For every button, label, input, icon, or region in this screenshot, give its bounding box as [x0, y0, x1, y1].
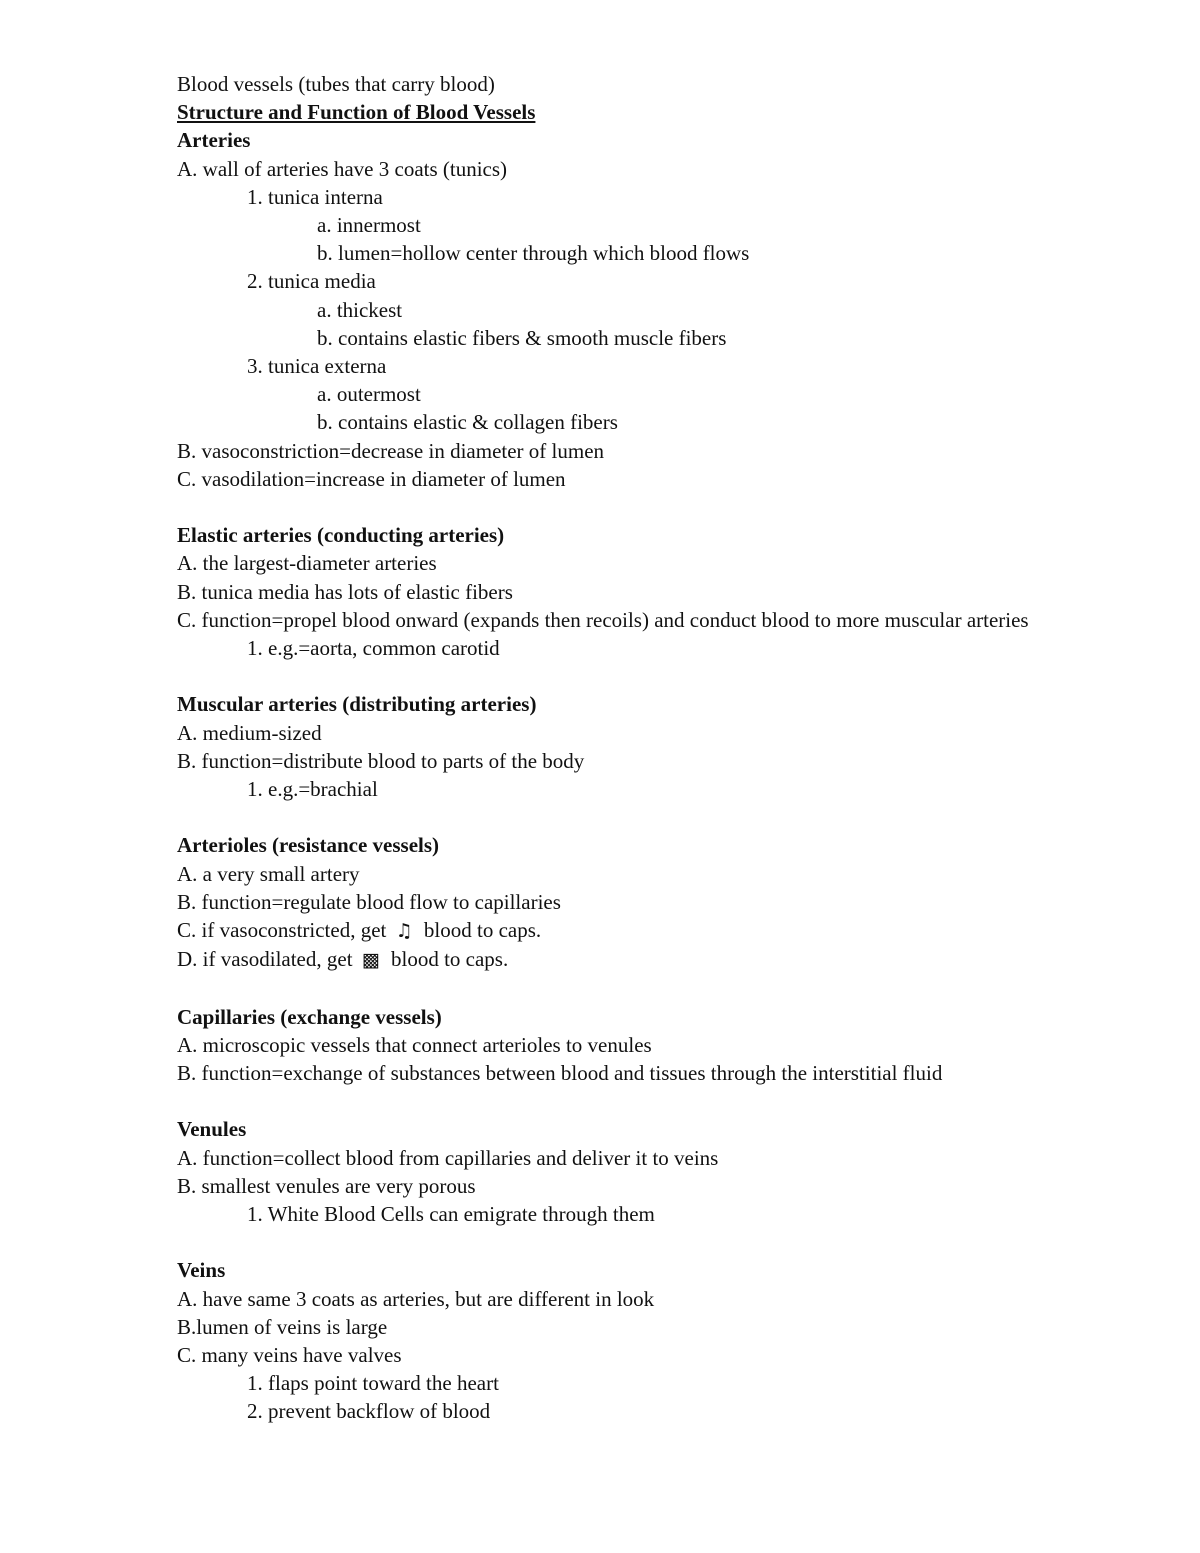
list-item: [177, 916, 1077, 945]
list-item: A. microscopic vessels that connect arterioles to venules: [177, 1032, 652, 1057]
list-item: A. have same 3 coats as arteries, but are different in look: [177, 1286, 655, 1311]
list-item: b. contains elastic fibers & smooth muscle fibers: [317, 325, 727, 350]
list-item: b. lumen=hollow center through which blood flows: [317, 241, 750, 266]
section-heading-veins: Veins: [177, 1258, 226, 1283]
spacer: [177, 1228, 1077, 1256]
list-item: B.lumen of veins is large: [177, 1314, 388, 1339]
document-body: [177, 70, 1077, 1426]
section-heading-venules: Venules: [177, 1117, 247, 1142]
hatched-box-icon: ▩: [361, 949, 380, 972]
list-item: A. a very small artery: [177, 861, 360, 886]
intro-line: Blood vessels (tubes that carry blood): [177, 72, 495, 96]
list-item: A. function=collect blood from capillaries and deliver it to veins: [177, 1145, 719, 1170]
section-heading-arterioles: Arterioles (resistance vessels): [177, 833, 440, 858]
list-item: B. function=exchange of substances between blood and tissues through the interstitial fluid: [177, 1061, 943, 1086]
list-item: a. innermost: [317, 213, 421, 238]
spacer: [177, 974, 1077, 1002]
list-item-text: blood to caps.: [423, 918, 542, 943]
list-item: [177, 945, 1077, 974]
list-item: B. tunica media has lots of elastic fibers: [177, 579, 513, 604]
list-item: 1. e.g.=aorta, common carotid: [247, 636, 500, 661]
list-item-text: D. if vasodilated, get: [177, 947, 353, 972]
section-heading-arteries: Arteries: [177, 128, 251, 153]
list-item: B. smallest venules are very porous: [177, 1173, 476, 1198]
list-item: 1. tunica interna: [247, 184, 383, 209]
section-heading-muscular-arteries: Muscular arteries (distributing arteries): [177, 692, 537, 717]
section-heading-capillaries: Capillaries (exchange vessels): [177, 1004, 442, 1029]
list-item: C. vasodilation=increase in diameter of lumen: [177, 466, 566, 491]
list-item: B. function=distribute blood to parts of the body: [177, 748, 585, 773]
list-item: a. outermost: [317, 382, 421, 407]
list-item: C. function=propel blood onward (expands then recoils) and conduct blood to more muscular arteries: [177, 607, 1029, 632]
spacer: [177, 1087, 1077, 1115]
list-item: A. the largest-diameter arteries: [177, 551, 437, 576]
list-item: 1. e.g.=brachial: [247, 777, 378, 802]
list-item-text: blood to caps.: [391, 947, 509, 972]
list-item: A. medium-sized: [177, 720, 322, 745]
list-item: 1. flaps point toward the heart: [247, 1371, 499, 1396]
spacer: [177, 493, 1077, 521]
list-item: 1. White Blood Cells can emigrate through them: [247, 1202, 655, 1227]
list-item: A. wall of arteries have 3 coats (tunics): [177, 156, 508, 181]
list-item: B. vasoconstriction=decrease in diameter of lumen: [177, 438, 605, 463]
list-item: 2. prevent backflow of blood: [247, 1399, 491, 1424]
list-item: 2. tunica media: [247, 269, 376, 294]
section-heading-elastic-arteries: Elastic arteries (conducting arteries): [177, 523, 505, 548]
list-item: b. contains elastic & collagen fibers: [317, 410, 618, 435]
spacer: [177, 662, 1077, 690]
list-item-text: C. if vasoconstricted, get: [177, 918, 387, 943]
music-note-icon: ♫: [395, 920, 413, 943]
document-title: Structure and Function of Blood Vessels: [177, 100, 536, 125]
list-item: B. function=regulate blood flow to capillaries: [177, 889, 561, 914]
list-item: 3. tunica externa: [247, 354, 387, 379]
list-item: a. thickest: [317, 297, 403, 322]
spacer: [177, 803, 1077, 831]
list-item: C. many veins have valves: [177, 1343, 402, 1368]
